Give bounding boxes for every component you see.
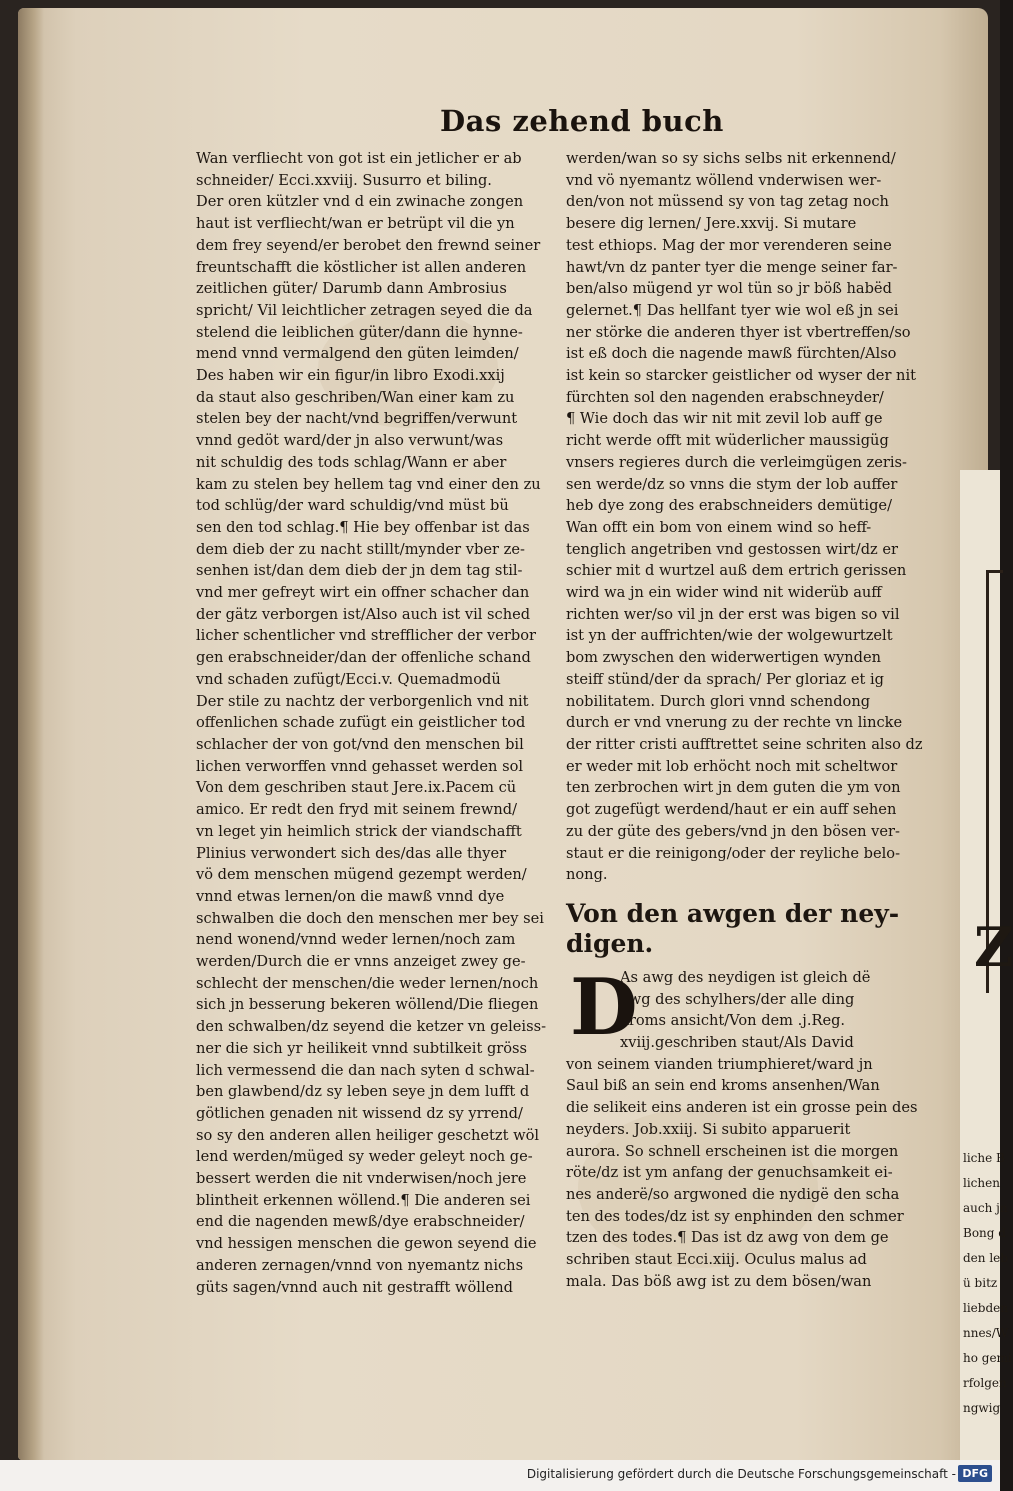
text-line: ten des todes/dz ist sy enphinden den schmer xyxy=(566,1207,904,1225)
text-line: dem dieb der zu nacht stillt/mynder vber ze- xyxy=(196,540,525,558)
text-line: da staut also geschriben/Wan einer kam zu xyxy=(196,388,515,406)
right-column-text-continued xyxy=(566,1054,918,1293)
text-line: güts sagen/vnnd auch nit gestrafft wöllend xyxy=(196,1278,513,1296)
text-line: ner die sich yr heilikeit vnnd subtilkeit gröss xyxy=(196,1039,528,1057)
text-line: vn leget yin heimlich strick der viandschafft xyxy=(196,822,522,840)
text-line: lend werden/müged sy weder geleyt noch ge- xyxy=(196,1148,533,1166)
text-line: aurora. So schnell erscheinen ist die morgen xyxy=(566,1142,899,1160)
next-page-fragment: ü bitz xyxy=(963,1276,998,1290)
next-page-fragment: ngwig xyxy=(963,1401,1001,1415)
text-line: zeitlichen güter/ Darumb dann Ambrosius xyxy=(196,280,507,298)
text-line: er weder mit lob erhöcht noch mit scheltwor xyxy=(566,757,898,775)
text-line: richt werde offt mit wüderlicher maussigüg xyxy=(566,432,889,450)
text-line: nong. xyxy=(566,866,608,884)
funding-notice: Digitalisierung gefördert durch die Deutsche Forschungsgemeinschaft - xyxy=(526,1467,956,1481)
text-line: senhen ist/dan dem dieb der jn dem tag stil- xyxy=(196,562,523,580)
text-line: end die nagenden mewß/dye erabschneider/ xyxy=(196,1213,525,1231)
text-line: vnd vö nyemantz wöllend vnderwisen wer- xyxy=(566,171,882,189)
text-line: bom zwyschen den widerwertigen wynden xyxy=(566,649,882,667)
text-line: sich jn besserung bekeren wöllend/Die fliegen xyxy=(196,996,539,1014)
text-line: ten zerbrochen wirt jn dem guten die ym von xyxy=(566,779,901,797)
text-line: ist yn der auffrichten/wie der wolgewurtzelt xyxy=(566,627,893,645)
text-line: bessert werden die nit vnderwisen/noch jere xyxy=(196,1170,527,1188)
right-column-text xyxy=(566,148,923,886)
next-page-fragment: Bong d xyxy=(963,1226,1006,1240)
next-page-fragment: rfolgen xyxy=(963,1376,1007,1390)
text-line: schriben staut Ecci.xiij. Oculus malus ad xyxy=(566,1251,867,1269)
next-page-fragment: den leb xyxy=(963,1251,1008,1265)
section-heading: Von den awgen der ney- digen. xyxy=(566,898,900,958)
text-line: vnd hessigen menschen die gewon seyend die xyxy=(196,1235,537,1253)
text-line: ben glawbend/dz sy leben seye jn dem lufft d xyxy=(196,1083,530,1101)
text-line: vnnd gedöt ward/der jn also verwunt/was xyxy=(196,432,504,450)
text-line: licher schentlicher vnd strefflicher der verbor xyxy=(196,627,536,645)
next-page-fragment: liche B xyxy=(963,1151,1005,1165)
text-line: haut ist verfliecht/wan er betrüpt vil die yn xyxy=(196,215,515,233)
text-line: steiff stünd/der da sprach/ Per gloriaz et ig xyxy=(566,670,885,688)
running-head: Das zehend buch xyxy=(440,104,724,138)
text-line: ist eß doch die nagende mawß fürchten/Also xyxy=(566,345,897,363)
text-line: kroms ansicht/Von dem .j.Reg. xyxy=(620,1012,846,1030)
text-line: mala. Das böß awg ist zu dem bösen/wan xyxy=(566,1272,872,1290)
text-line: vnsers regieres durch die verleimgügen zeris- xyxy=(566,453,907,471)
page-gutter-shadow xyxy=(18,8,44,1460)
text-line: den/von not müssend sy von tag zetag noch xyxy=(566,193,889,211)
text-line: schneider/ Ecci.xxviij. Susurro et biling. xyxy=(196,171,492,189)
next-page-fragment: liebden xyxy=(963,1301,1008,1315)
text-line: werden/wan so sy sichs selbs nit erkennend/ xyxy=(566,150,896,167)
text-line: richten wer/so vil jn der erst was bigen so vil xyxy=(566,605,900,623)
text-line: tenglich angetriben vnd gestossen wirt/dz er xyxy=(566,540,898,558)
text-line: werden/Durch die er vnns anzeiget zwey ge- xyxy=(196,953,526,971)
text-line: besere dig lernen/ Jere.xxvij. Si mutare xyxy=(566,215,857,233)
text-line: got zugefügt werdend/haut er ein auff sehen xyxy=(566,801,897,819)
text-line: tod schlüg/der ward schuldig/vnd müst bü xyxy=(196,497,509,515)
text-line: nobilitatem. Durch glori vnnd schendong xyxy=(566,692,871,710)
text-line: amico. Er redt den fryd mit seinem frewnd/ xyxy=(196,801,518,819)
text-line: blintheit erkennen wöllend.¶ Die anderen sei xyxy=(196,1191,531,1209)
text-line: sen den tod schlag.¶ Hie bey offenbar ist das xyxy=(196,518,530,536)
text-line: von seinem vianden triumphieret/ward jn xyxy=(566,1055,873,1073)
text-line: stelen bey der nacht/vnd begriffen/verwunt xyxy=(196,410,518,428)
text-line: awg des schylhers/der alle ding xyxy=(620,990,855,1008)
text-line: anderen zernagen/vnnd von nyemantz nichs xyxy=(196,1256,524,1274)
text-line: nend wonend/vnnd weder lernen/noch zam xyxy=(196,931,516,949)
text-line: lich vermessend die dan nach syten d schwal- xyxy=(196,1061,535,1079)
text-column-left xyxy=(196,148,548,1298)
text-line: mend vnnd vermalgend den güten leimden/ xyxy=(196,345,519,363)
text-line: As awg des neydigen ist gleich dë xyxy=(620,968,871,986)
text-line: Wan offt ein bom von einem wind so heff- xyxy=(566,518,872,536)
text-line: nit schuldig des tods schlag/Wann er aber xyxy=(196,453,507,471)
text-line: ben/also mügend yr wol tün so jr böß habëd xyxy=(566,280,892,298)
text-line: schwalben die doch den menschen mer bey sei xyxy=(196,909,544,927)
text-line: sen werde/dz so vnns die stym der lob auffer xyxy=(566,475,898,493)
dfg-logo: DFG xyxy=(958,1465,992,1482)
next-page-fragment: auch jn xyxy=(963,1201,1008,1215)
text-line: ¶ Wie doch das wir nit mit zevil lob auff ge xyxy=(566,410,883,428)
digitization-footer xyxy=(0,1460,1000,1491)
text-line: zu der güte des gebers/vnd jn den bösen ver- xyxy=(566,822,900,840)
text-line: Saul biß an sein end kroms ansenhen/Wan xyxy=(566,1077,880,1095)
text-line: die selikeit eins anderen ist ein grosse pein des xyxy=(566,1099,918,1117)
text-line: freuntschafft die köstlicher ist allen anderen xyxy=(196,258,527,276)
text-line: vö dem menschen mügend gezempt werden/ xyxy=(196,866,527,884)
text-line: Von dem geschriben staut Jere.ix.Pacem cü xyxy=(196,779,517,797)
next-page-fragment: nnes/W xyxy=(963,1326,1009,1340)
text-line: ist kein so starcker geistlicher od wyser der nit xyxy=(566,367,916,385)
text-line: Der stile zu nachtz der verborgenlich vnd nit xyxy=(196,692,529,710)
text-line: götlichen genaden nit wissend dz sy yrrend/ xyxy=(196,1104,523,1122)
text-line: Wan verfliecht von got ist ein jetlicher er ab xyxy=(196,150,522,167)
text-line: so sy den anderen allen heiliger geschetzt wöl xyxy=(196,1126,540,1144)
text-line: röte/dz ist ym anfang der genuchsamkeit ei- xyxy=(566,1164,893,1182)
next-page-fragment: ho gemi xyxy=(963,1351,1012,1365)
text-line: offenlichen schade zufügt ein geistlicher tod xyxy=(196,714,526,732)
text-line: Plinius verwondert sich des/das alle thyer xyxy=(196,844,507,862)
text-line: fürchten sol den nagenden erabschneyder/ xyxy=(566,388,884,406)
text-line: hawt/vn dz panter tyer die menge seiner far- xyxy=(566,258,898,276)
woodcut-initial-fragment: Z xyxy=(974,915,1013,979)
text-line: test ethiops. Mag der mor verenderen seine xyxy=(566,236,892,254)
next-page-edge xyxy=(960,470,1013,1460)
text-line: wird wa jn ein wider wind nit widerüb auff xyxy=(566,584,882,602)
text-line: neyders. Job.xxiij. Si subito apparuerit xyxy=(566,1120,851,1138)
text-line: vnd mer gefreyt wirt ein offner schacher dan xyxy=(196,584,530,602)
text-line: schlecht der menschen/die weder lernen/noch xyxy=(196,974,539,992)
text-line: der ritter cristi aufftrettet seine schriten also dz xyxy=(566,735,923,753)
text-line: heb dye zong des erabschneiders demütige/ xyxy=(566,497,892,515)
text-line: xviij.geschriben staut/Als David xyxy=(620,1034,854,1052)
text-line: spricht/ Vil leichtlicher zetragen seyed die da xyxy=(196,301,533,319)
text-line: Der oren kützler vnd d ein zwinache zongen xyxy=(196,193,524,211)
text-line: kam zu stelen bey hellem tag vnd einer den zu xyxy=(196,475,541,493)
text-line: schlacher der von got/vnd den menschen bil xyxy=(196,735,524,753)
dropcap-paragraph xyxy=(566,961,914,1054)
text-line: vnd schaden zufügt/Ecci.v. Quemadmodü xyxy=(196,670,501,688)
text-line: staut er die reinigong/oder der reyliche belo- xyxy=(566,844,901,862)
text-line: lichen verworffen vnnd gehasset werden sol xyxy=(196,757,524,775)
text-line: Des haben wir ein figur/in libro Exodi.xxij xyxy=(196,367,505,385)
text-line: dem frey seyend/er berobet den frewnd seiner xyxy=(196,236,541,254)
text-line: nes anderë/so argwoned die nydigë den scha xyxy=(566,1185,900,1203)
text-line: schier mit d wurtzel auß dem ertrich gerissen xyxy=(566,562,907,580)
text-line: der gätz verborgen ist/Also auch ist vil sched xyxy=(196,605,531,623)
next-page-fragment: lichen xyxy=(963,1176,1000,1190)
text-line: den schwalben/dz seyend die ketzer vn geleiss- xyxy=(196,1018,547,1036)
drop-cap-initial: D xyxy=(570,961,638,1053)
text-column-right xyxy=(566,148,923,1292)
text-line: gelernet.¶ Das hellfant tyer wie wol eß jn sei xyxy=(566,301,899,319)
text-line: gen erabschneider/dan der offenliche schand xyxy=(196,649,531,667)
text-line: durch er vnd vnerung zu der rechte vn lincke xyxy=(566,714,903,732)
text-line: vnnd etwas lernen/on die mawß vnnd dye xyxy=(196,887,505,905)
text-line: ner störke die anderen thyer ist vbertreffen/so xyxy=(566,323,911,341)
text-line: tzen des todes.¶ Das ist dz awg von dem ge xyxy=(566,1229,889,1247)
text-line: stelend die leiblichen güter/dann die hynne- xyxy=(196,323,523,341)
